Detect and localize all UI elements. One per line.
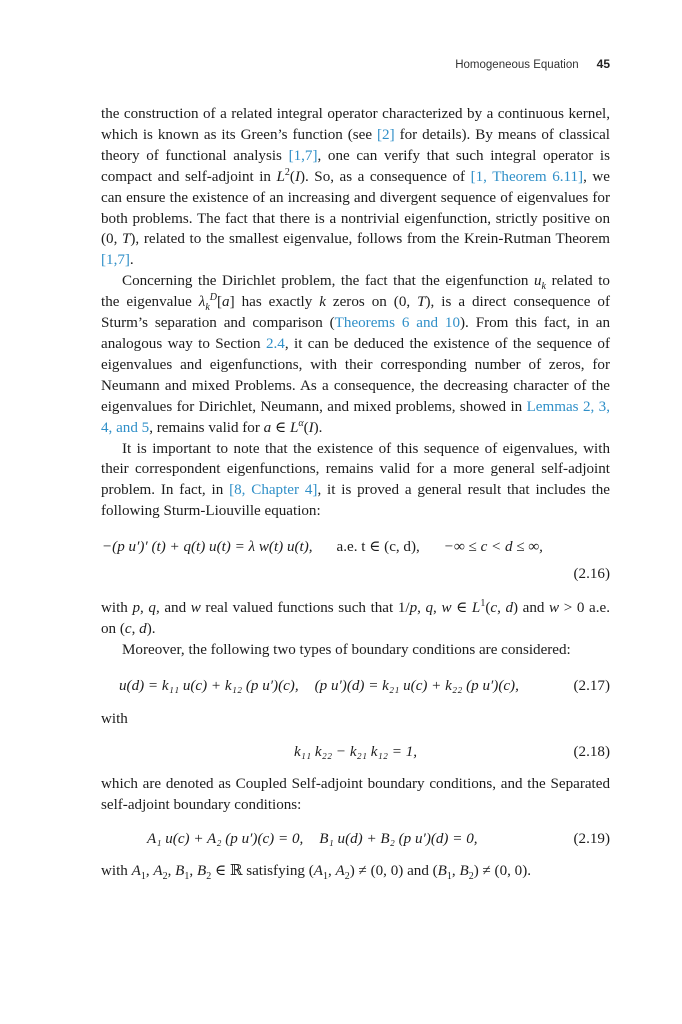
paragraph-2: Concerning the Dirichlet problem, the fact that the eigenfunction $u_k$ related to the eigenvalue $\lambda_k^D[a]$ has exactly k zeros on (0, T), is a direct consequence of Sturm’s separation and comparison (Theorems 6 and 10). From this fact, in an analogous way to Section 2.4, it can be deduced the existence of the sequence of eigenvalues and eigenfunctions, with their corresponding number of zeros, for Neumann and mixed Problems. As a consequence, the decreasing character of the eigenvalues for Dirichlet, Neumann, and mixed problems, showed in Lemmas 2, 3, 4, and 5, remains valid for a ∈ $L^\alpha(I)$.	[101, 273, 611, 436]
paragraph-8: with $A_1$, $A_2$, $B_1$, $B_2$ ∈ ℝ satisfying ($A_1$, $A_2) \ne (0$, 0) and ($B_1$, $B_2) \ne (0$, 0).	[101, 863, 532, 883]
equation-number: (2.18)	[573, 744, 610, 761]
equation-number: (2.19)	[573, 831, 610, 848]
paragraph-6: with	[101, 710, 128, 727]
paragraph-5: Moreover, the following two types of boundary conditions are considered:	[122, 641, 571, 658]
equation-body: −(p u′)′ (t) + q(t) u(t) = λ w(t) u(t),	[102, 539, 313, 556]
citation-link[interactable]: [1,7]	[101, 252, 130, 269]
equation-number: (2.16)	[573, 566, 610, 583]
paragraph-4: with p, q, and w real valued functions such that 1/p, q, w ∈ $L^1(c$, d) and w > 0 a.e. on (c, d).	[101, 597, 610, 637]
equation-2-19	[101, 829, 610, 850]
equation-left: u(d) = k₁₁ u(c) + k₁₂ (p u′)(c),	[119, 677, 299, 694]
equation-right: B₁ u(d) + B₂ (p u′)(d) = 0,	[319, 831, 478, 848]
citation-link[interactable]: [2]	[377, 126, 395, 143]
running-title: Homogeneous Equation	[455, 59, 579, 71]
equation-right: (p u′)(d) = k₂₁ u(c) + k₂₂ (p u′)(c),	[314, 677, 519, 694]
equation-condition: −∞ ≤ c < d ≤ ∞,	[443, 539, 543, 556]
cross-reference-link[interactable]: Lemmas 2, 3, 4, and 5	[101, 398, 610, 436]
citation-link[interactable]: [8, Chapter 4]	[229, 482, 318, 499]
equation-2-16	[101, 537, 610, 558]
body-text	[101, 104, 610, 882]
equation-2-18	[101, 742, 610, 763]
citation-link[interactable]: [1,7]	[288, 147, 318, 164]
paragraph-1: the construction of a related integral operator characterized by a continuous kernel, which is known as its Green’s function (see [2] for details). By means of classical theory of functional analysis [1,7], one can verify that such integral operator is compact and self-adjoint in $L^2(I)$. So, as a consequence of [1, Theorem 6.11], we can ensure the existence of an increasing and divergent sequence of eigenvalues for both problems. The fact that there is a nontrivial eigenfunction, strictly positive on (0, T), related to the smallest eigenvalue, follows from the Krein-Rutman Theorem [1,7].	[101, 106, 610, 269]
paragraph-3: It is important to note that the existence of this sequence of eigenvalues, with their correspondent eigenfunctions, remains valid for a more general self-adjoint problem. In fact, in [8, Chapter 4], it is proved a general result that includes the following Sturm-Liouville equation:	[101, 440, 611, 520]
cross-reference-link[interactable]: 2.4	[265, 335, 285, 352]
running-header	[455, 57, 610, 71]
citation-link[interactable]: [1, Theorem 6.11]	[470, 168, 584, 185]
equation-body: k₁₁ k₂₂ − k₂₁ k₁₂ = 1,	[293, 744, 418, 761]
cross-reference-link[interactable]: Theorems 6 and 10	[334, 315, 461, 332]
equation-number: (2.17)	[573, 677, 610, 694]
equation-condition: a.e. t ∈ (c, d),	[336, 539, 420, 556]
paragraph-7: which are denoted as Coupled Self-adjoint boundary conditions, and the Separated self-adjoint boundary conditions:	[101, 776, 610, 814]
equation-2-17	[101, 676, 610, 697]
equation-left: A₁ u(c) + A₂ (p u′)(c) = 0,	[147, 831, 304, 848]
page-number: 45	[596, 57, 610, 71]
